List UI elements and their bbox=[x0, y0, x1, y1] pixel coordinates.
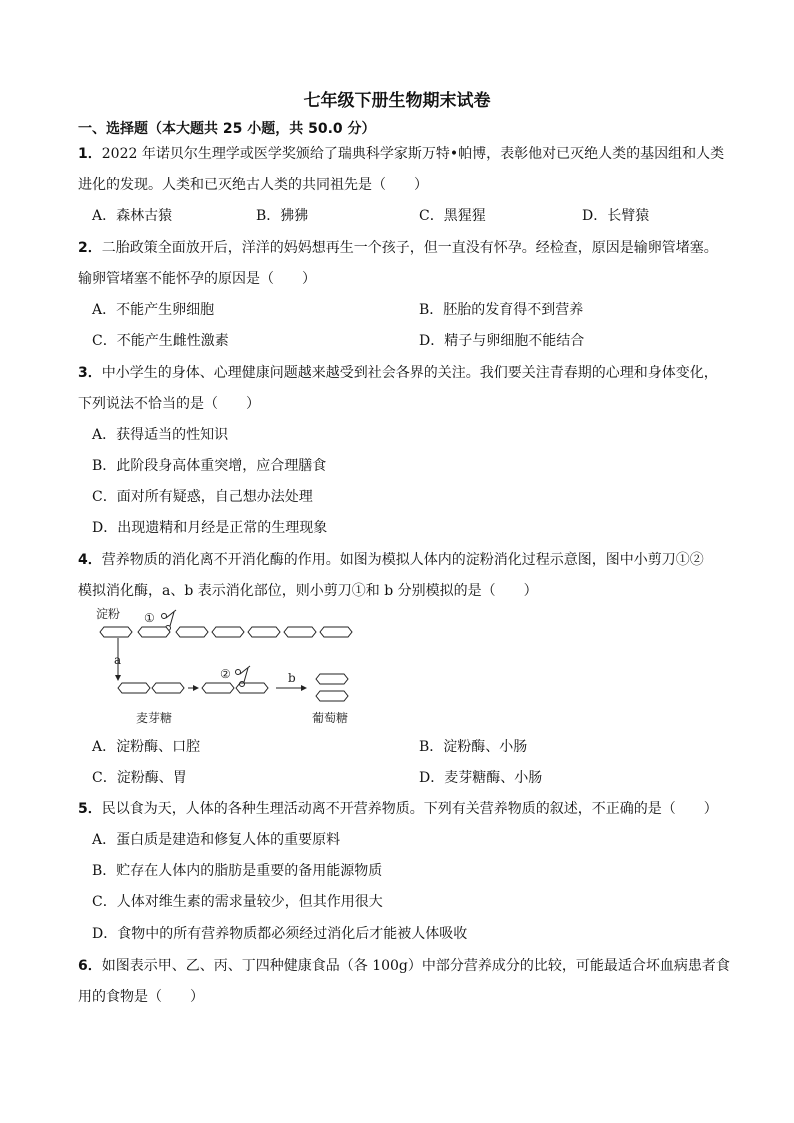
question-6-number: 6． bbox=[78, 958, 102, 974]
question-2-line-1: 2．二胎政策全面放开后，洋洋的妈妈想再生一个孩子，但一直没有怀孕。经检查，原因是输卵管堵塞。 bbox=[78, 240, 718, 256]
section-heading: 一、选择题（本大题共 25 小题，共 50.0 分） bbox=[78, 121, 376, 137]
question-3-option-c: C．面对所有疑惑，自己想办法处理 bbox=[92, 489, 313, 505]
starch-digestion-diagram bbox=[92, 606, 372, 728]
question-1-option-d: D．长臂猿 bbox=[582, 208, 650, 224]
question-2-option-b: B．胚胎的发育得不到营养 bbox=[419, 302, 584, 318]
question-4-line-2: 模拟消化酶，a、b 表示消化部位，则小剪刀①和 b 分别模拟的是（ ） bbox=[78, 583, 538, 599]
question-5-number: 5． bbox=[78, 801, 102, 817]
question-4-option-c: C．淀粉酶、胃 bbox=[92, 770, 187, 786]
question-3-line-1: 3．中小学生的身体、心理健康问题越来越受到社会各界的关注。我们要关注青春期的心理和身体变化， bbox=[78, 365, 718, 381]
maltose-label: 麦芽糖 bbox=[136, 711, 173, 725]
question-5-option-b: B．贮存在人体内的脂肪是重要的备用能源物质 bbox=[92, 863, 383, 879]
starch-label: 淀粉 bbox=[96, 607, 121, 621]
question-5-option-c: C．人体对维生素的需求量较少，但其作用很大 bbox=[92, 894, 383, 910]
scissor-1-label: ① bbox=[144, 611, 155, 625]
question-2-number: 2． bbox=[78, 240, 102, 256]
question-4-number: 4． bbox=[78, 552, 102, 568]
question-4-option-a: A．淀粉酶、口腔 bbox=[92, 739, 201, 755]
question-2-line-2: 输卵管堵塞不能怀孕的原因是（ ） bbox=[78, 271, 316, 287]
glucose-units bbox=[316, 674, 348, 701]
maltose-chain bbox=[118, 683, 184, 693]
question-1-line-2: 进化的发现。人类和已灭绝古人类的共同祖先是（ ） bbox=[78, 177, 428, 193]
question-2-option-c: C．不能产生雌性激素 bbox=[92, 333, 229, 349]
question-3-option-b: B．此阶段身高体重突增，应合理膳食 bbox=[92, 458, 327, 474]
question-4-option-b: B．淀粉酶、小肠 bbox=[419, 739, 528, 755]
question-4-option-d: D．麦芽糖酶、小肠 bbox=[419, 770, 543, 786]
question-6-line-1: 6．如图表示甲、乙、丙、丁四种健康食品（各 100g）中部分营养成分的比较，可能最适合坏血病患者食 bbox=[78, 958, 730, 974]
question-1-option-c: C．黑猩猩 bbox=[419, 208, 486, 224]
question-3-option-a: A．获得适当的性知识 bbox=[92, 427, 229, 443]
scissor-2-label: ② bbox=[220, 667, 231, 681]
question-4-line-1: 4．营养物质的消化离不开消化酶的作用。如图为模拟人体内的淀粉消化过程示意图，图中小剪刀①② bbox=[78, 552, 704, 568]
label-a: a bbox=[114, 653, 122, 667]
question-3-option-d: D．出现遗精和月经是正常的生理现象 bbox=[92, 520, 328, 536]
label-b: b bbox=[288, 671, 296, 685]
question-5-option-d: D．食物中的所有营养物质都必须经过消化后才能被人体吸收 bbox=[92, 926, 468, 942]
question-3-number: 3． bbox=[78, 365, 102, 381]
question-5-option-a: A．蛋白质是建造和修复人体的重要原料 bbox=[92, 832, 341, 848]
question-5-line-1: 5．民以食为天，人体的各种生理活动离不开营养物质。下列有关营养物质的叙述，不正确的是（ ） bbox=[78, 801, 718, 817]
question-3-line-2: 下列说法不恰当的是（ ） bbox=[78, 396, 260, 412]
question-6-line-2: 用的食物是（ ） bbox=[78, 989, 204, 1005]
maltose-chain-2 bbox=[202, 683, 268, 693]
page-title: 七年级下册生物期末试卷 bbox=[303, 91, 491, 111]
question-2-option-a: A．不能产生卵细胞 bbox=[92, 302, 215, 318]
question-1-option-a: A．森林古猿 bbox=[92, 208, 173, 224]
starch-chain bbox=[100, 627, 352, 637]
question-2-option-d: D．精子与卵细胞不能结合 bbox=[419, 333, 585, 349]
question-1-number: 1． bbox=[78, 146, 102, 162]
glucose-label: 葡萄糖 bbox=[312, 711, 349, 725]
question-1-line-1: 1．2022 年诺贝尔生理学或医学奖颁给了瑞典科学家斯万特•帕博，表彰他对已灭绝人类的基因组和人类 bbox=[78, 146, 725, 162]
question-1-option-b: B．狒狒 bbox=[256, 208, 309, 224]
